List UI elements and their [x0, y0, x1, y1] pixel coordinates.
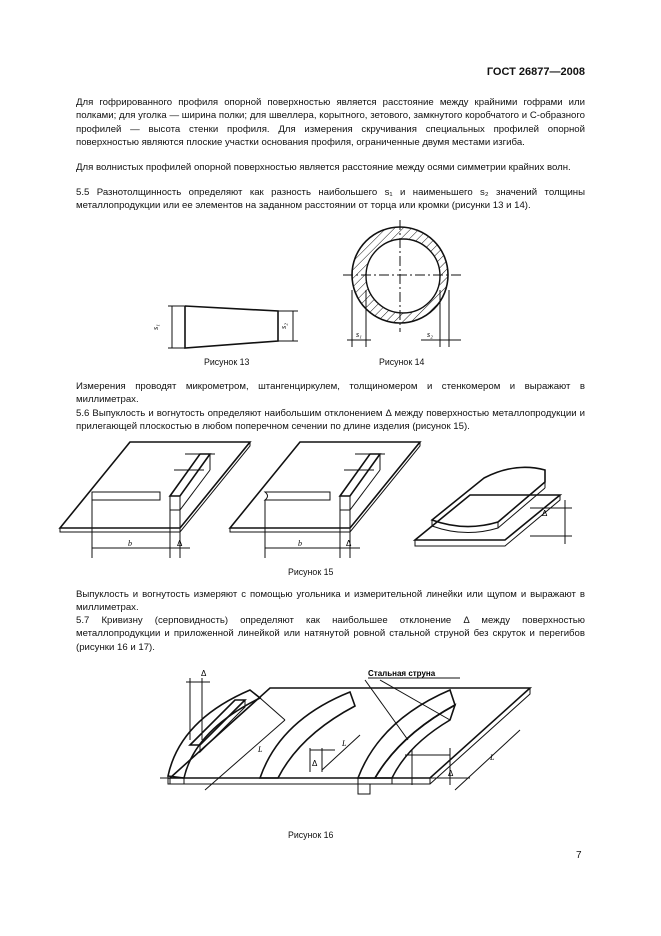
paragraph-6: Выпуклость и вогнутость измеряют с помощью угольника и измерительной линейки или щупом и выражают в миллиметрах.: [76, 589, 585, 614]
figure-14-caption: Рисунок 14: [379, 357, 425, 367]
fig16-L-label-2: L: [342, 739, 347, 748]
paragraph-3: 5.5 Разнотолщинность определяют как разность наибольшего s₁ и наименьшего s₂ значений толщины металлопродукции или ее элементов на заданном расстоянии от торца или кромки (рисунки 13 и 14).: [76, 187, 585, 212]
fig14-s1-label: s₁: [356, 330, 362, 339]
figure-13-caption: Рисунок 13: [204, 357, 250, 367]
fig13-s1-label: s₁: [151, 324, 160, 330]
paragraph-7: 5.7 Кривизну (серповидность) определяют как наибольшее отклонение Δ между поверхностью металлопродукции и приложенной линейкой или натянутой ровной стальной струной без скруток и перегибов (рисунки 16 и 17).: [76, 615, 585, 653]
figure-16-caption: Рисунок 16: [288, 830, 334, 840]
figure-15-caption: Рисунок 15: [288, 567, 334, 577]
fig14-s2-label: s₂: [427, 330, 433, 339]
fig13-s2-label: s₂: [279, 323, 288, 329]
fig15-delta-label-1: Δ: [177, 539, 183, 548]
paragraph-5: 5.6 Выпуклость и вогнутость определяют наибольшим отклонением Δ между поверхностью металлопродукции и прилегающей плоскостью в любом поперечном сечении по длине изделия (рисунок 15).: [76, 408, 585, 433]
fig15-delta-label-2: Δ: [346, 539, 352, 548]
fig16-L-label-3: L: [490, 753, 495, 762]
fig16-string-label: Стальная струна: [368, 669, 436, 678]
paragraph-2: Для волнистых профилей опорной поверхностью является расстояние между осями симметрии крайних волн.: [76, 162, 571, 173]
paragraph-1: Для гофрированного профиля опорной поверхностью является расстояние между крайними гофрами или полками; для уголка — ширина полки; для швеллера, корытного, зетового, замкнутого коробчатого и С-образного профилей — высота стенки профиля. Для измерения скручивания специальных профилей опорной поверхностью являются плоские участки основания профиля, ограниченные двумя местами изгиба.: [76, 97, 585, 149]
fig15-b-label-1: b: [128, 539, 132, 548]
figure-16-drawing: [150, 660, 540, 820]
fig16-delta-label-1: Δ: [201, 669, 207, 678]
fig16-delta-label-3: Δ: [448, 769, 454, 778]
figure-14-drawing: [343, 220, 473, 350]
fig16-L-label-1: L: [258, 745, 263, 754]
fig15-b-label-2: b: [298, 539, 302, 548]
figure-13-drawing: [150, 298, 310, 358]
standard-header: ГОСТ 26877—2008: [486, 66, 585, 78]
fig15-delta-label-3: Δ: [542, 509, 548, 518]
figure-15-drawing: [60, 440, 580, 560]
paragraph-4: Измерения проводят микрометром, штангенциркулем, толщиномером и стенкомером и выражают в миллиметрах.: [76, 381, 585, 406]
fig16-delta-label-2: Δ: [312, 759, 318, 768]
page-number: 7: [576, 850, 582, 861]
